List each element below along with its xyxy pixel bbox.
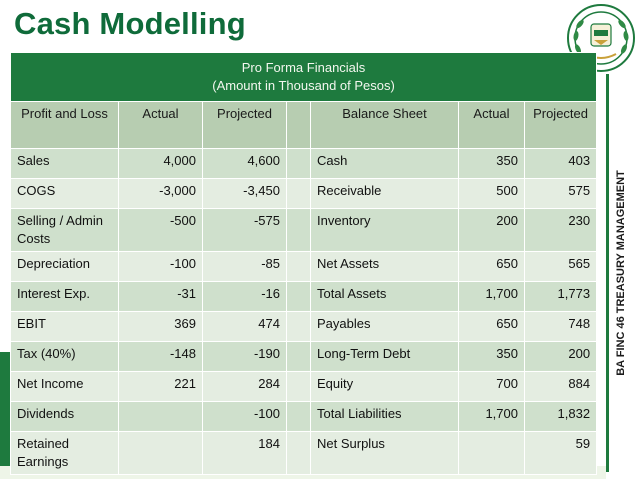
row-label-bs: Long-Term Debt: [311, 342, 459, 372]
table-row: [11, 179, 597, 209]
row-label: EBIT: [11, 312, 119, 342]
cell-actual: [119, 402, 203, 432]
cell-projected-bs: 884: [525, 372, 597, 402]
cell-gap: [287, 342, 311, 372]
left-accent-bar: [0, 352, 10, 479]
cell-projected: 284: [203, 372, 287, 402]
cell-actual: -3,000: [119, 179, 203, 209]
cell-actual-bs: 650: [459, 312, 525, 342]
col-header-actual: Actual: [119, 102, 203, 149]
table-row: [11, 282, 597, 312]
row-label: Depreciation: [11, 252, 119, 282]
cell-actual: -148: [119, 342, 203, 372]
row-label-bs: Equity: [311, 372, 459, 402]
cell-actual: [119, 432, 203, 475]
cell-actual-bs: [459, 432, 525, 475]
row-label-bs: Cash: [311, 149, 459, 179]
row-label: Sales: [11, 149, 119, 179]
cell-actual-bs: 650: [459, 252, 525, 282]
cell-projected: -100: [203, 402, 287, 432]
pro-forma-table: [10, 52, 597, 475]
cell-projected-bs: 403: [525, 149, 597, 179]
row-label: Tax (40%): [11, 342, 119, 372]
table-row: [11, 209, 597, 252]
cell-gap: [287, 402, 311, 432]
cell-projected: 184: [203, 432, 287, 475]
row-label-bs: Payables: [311, 312, 459, 342]
table-subtitle: (Amount in Thousand of Pesos): [212, 78, 395, 93]
cell-actual-bs: 700: [459, 372, 525, 402]
row-label-bs: Net Assets: [311, 252, 459, 282]
row-label-bs: Inventory: [311, 209, 459, 252]
cell-projected-bs: 230: [525, 209, 597, 252]
cell-projected: -16: [203, 282, 287, 312]
cell-projected-bs: 575: [525, 179, 597, 209]
col-header-actual-bs: Actual: [459, 102, 525, 149]
cell-gap: [287, 432, 311, 475]
row-label: Retained Earnings: [11, 432, 119, 475]
cell-projected: -575: [203, 209, 287, 252]
table-row: [11, 312, 597, 342]
cell-projected: -3,450: [203, 179, 287, 209]
course-label-text: BA FINC 46 TREASURY MANAGEMENT: [615, 170, 627, 376]
cell-gap: [287, 282, 311, 312]
slide-title: Cash Modelling: [14, 6, 246, 41]
col-header-projected: Projected: [203, 102, 287, 149]
cell-gap: [287, 312, 311, 342]
cell-actual: 221: [119, 372, 203, 402]
table-row: [11, 432, 597, 475]
cell-actual-bs: 200: [459, 209, 525, 252]
col-header-projected-bs: Projected: [525, 102, 597, 149]
cell-actual: -31: [119, 282, 203, 312]
cell-gap: [287, 372, 311, 402]
cell-actual: -500: [119, 209, 203, 252]
cell-projected-bs: 59: [525, 432, 597, 475]
cell-actual-bs: 1,700: [459, 402, 525, 432]
course-side-label: [606, 74, 636, 472]
cell-gap: [287, 179, 311, 209]
cell-actual-bs: 350: [459, 342, 525, 372]
row-label-bs: Net Surplus: [311, 432, 459, 475]
table-title: Pro Forma Financials: [241, 60, 366, 75]
row-label: Interest Exp.: [11, 282, 119, 312]
table-title-row: [11, 53, 597, 102]
row-label: Selling / Admin Costs: [11, 209, 119, 252]
row-label: COGS: [11, 179, 119, 209]
row-label-bs: Total Liabilities: [311, 402, 459, 432]
row-label: Net Income: [11, 372, 119, 402]
cell-actual: 369: [119, 312, 203, 342]
column-header-row: [11, 102, 597, 149]
col-header-profit-loss: Profit and Loss: [11, 102, 119, 149]
col-header-gap: [287, 102, 311, 149]
cell-projected: -190: [203, 342, 287, 372]
table-row: [11, 149, 597, 179]
table-row: [11, 342, 597, 372]
cell-actual-bs: 500: [459, 179, 525, 209]
table-row: [11, 402, 597, 432]
cell-projected: 474: [203, 312, 287, 342]
row-label-bs: Receivable: [311, 179, 459, 209]
cell-projected-bs: 1,832: [525, 402, 597, 432]
row-label-bs: Total Assets: [311, 282, 459, 312]
cell-actual: -100: [119, 252, 203, 282]
row-label: Dividends: [11, 402, 119, 432]
cell-projected-bs: 1,773: [525, 282, 597, 312]
cell-actual-bs: 1,700: [459, 282, 525, 312]
table-title-cell: [11, 53, 597, 102]
table-row: [11, 252, 597, 282]
cell-gap: [287, 209, 311, 252]
cell-gap: [287, 252, 311, 282]
col-header-balance-sheet: Balance Sheet: [311, 102, 459, 149]
cell-actual: 4,000: [119, 149, 203, 179]
cell-projected: 4,600: [203, 149, 287, 179]
table-row: [11, 372, 597, 402]
cell-projected-bs: 200: [525, 342, 597, 372]
cell-gap: [287, 149, 311, 179]
cell-projected-bs: 565: [525, 252, 597, 282]
cell-actual-bs: 350: [459, 149, 525, 179]
cell-projected-bs: 748: [525, 312, 597, 342]
cell-projected: -85: [203, 252, 287, 282]
